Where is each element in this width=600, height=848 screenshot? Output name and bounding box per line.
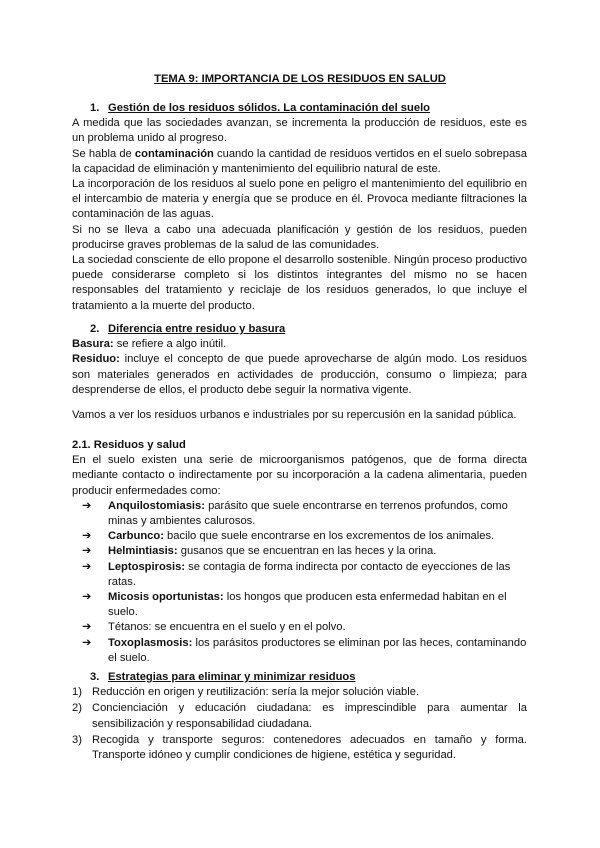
section-2-title: Diferencia entre residuo y basura bbox=[108, 323, 286, 335]
section-2-number: 2. bbox=[90, 323, 100, 335]
list-item: ➔ Tétanos: se encuentra en el suelo y en el polvo. bbox=[72, 620, 527, 635]
paragraph-urbanos: Vamos a ver los residuos urbanos e industriales por su repercusión en la sanidad pública. bbox=[72, 409, 517, 421]
arrow-icon: ➔ bbox=[82, 499, 92, 512]
list-item: ➔ Micosis oportunistas: los hongos que producen esta enfermedad habitan en el suelo. bbox=[82, 591, 507, 619]
section-2 bbox=[72, 322, 527, 398]
list-item: ➔ Carbunco: bacilo que suele encontrarse en los excrementos de los animales. bbox=[72, 529, 527, 544]
definition-residuo: Residuo: incluye el concepto de que puede aprovecharse de algún modo. Los residuos son materiales generados en actividades de producción, consumo o limpieza; para desprenderse de ellos, el producto debe seguir la normativa vigente. bbox=[72, 353, 527, 396]
section-1-title: Gestión de los residuos sólidos. La contaminación del suelo bbox=[108, 102, 431, 114]
list-item: 1) Reducción en origen y reutilización: sería la mejor solución viable. bbox=[72, 686, 420, 699]
paragraph: A medida que las sociedades avanzan, se incrementa la producción de residuos, este es un problema unido al progreso. bbox=[72, 117, 527, 145]
list-item: ➔ Anquilostomiasis: parásito que suele encontrarse en terrenos profundos, como minas y ambientes calurosos. bbox=[82, 499, 508, 528]
section-3-heading bbox=[72, 670, 527, 685]
paragraph: Si no se lleva a cabo una adecuada planificación y gestión de los residuos, pueden producirse graves problemas de la salud de las comunidades. bbox=[72, 223, 527, 251]
section-1 bbox=[72, 101, 527, 314]
arrow-icon: ➔ bbox=[82, 591, 92, 604]
list-item: 2) Concienciación y educación ciudadana: es imprescindible para aumentar la sensibilización y responsabilidad ciudadana. bbox=[72, 702, 527, 730]
section-3 bbox=[72, 670, 527, 764]
arrow-icon: ➔ bbox=[82, 545, 92, 558]
arrow-icon: ➔ bbox=[82, 621, 92, 634]
arrow-icon: ➔ bbox=[82, 530, 92, 543]
list-item: ➔ Toxoplasmosis: los parásitos productores se eliminan por las heces, contaminando el suelo. bbox=[82, 636, 527, 664]
paragraph: La incorporación de los residuos al suelo pone en peligro el mantenimiento del equilibrio en el intercambio de materia y energía que se produce en él. Provoca mediante filtraciones la contaminación de las aguas. bbox=[72, 178, 527, 221]
section-2-heading bbox=[72, 322, 527, 337]
paragraph: La sociedad consciente de ello propone el desarrollo sostenible. Ningún proceso productivo puede considerarse completo si los distintos integrantes del mismo no se hacen responsables del tratamiento y reciclaje de los residuos generados, lo que incluye el tratamiento a la muerte del producto. bbox=[72, 254, 527, 312]
disease-list bbox=[72, 499, 527, 666]
definition-basura: Basura: se refiere a algo inútil. bbox=[72, 338, 227, 351]
arrow-icon: ➔ bbox=[82, 560, 92, 573]
strategy-list bbox=[72, 685, 527, 763]
section-3-number: 3. bbox=[90, 671, 100, 683]
section-3-title: Estrategias para eliminar y minimizar residuos bbox=[108, 671, 356, 683]
section-2-1 bbox=[72, 438, 527, 666]
section-2-1-intro: En el suelo existen una serie de microorganismos patógenos, que de forma directa mediante contacto o indirectamente por su incorporación a la cadena alimentaria, pueden producir enfermedades como: bbox=[72, 454, 527, 497]
section-1-heading bbox=[72, 101, 527, 116]
section-1-number: 1. bbox=[90, 102, 100, 114]
section-2-1-heading: 2.1. Residuos y salud bbox=[72, 439, 186, 451]
list-item: 3) Recogida y transporte seguros: contenedores adecuados en tamaño y forma. Transporte idóneo y cumplir condiciones de higiene, estética y seguridad. bbox=[72, 733, 527, 762]
document-title: TEMA 9: IMPORTANCIA DE LOS RESIDUOS EN SALUD bbox=[154, 73, 446, 85]
paragraph-contaminacion: Se habla de contaminación cuando la cantidad de residuos vertidos en el suelo sobrepasa la capacidad de eliminación y mantenimiento del equilibrio natural de este. bbox=[72, 147, 527, 175]
arrow-icon: ➔ bbox=[82, 636, 92, 649]
list-item: ➔ Helmintiasis: gusanos que se encuentran en las heces y la orina. bbox=[72, 544, 527, 559]
list-item: ➔ Leptospirosis: se contagia de forma indirecta por contacto de eyecciones de las ratas. bbox=[82, 560, 511, 588]
